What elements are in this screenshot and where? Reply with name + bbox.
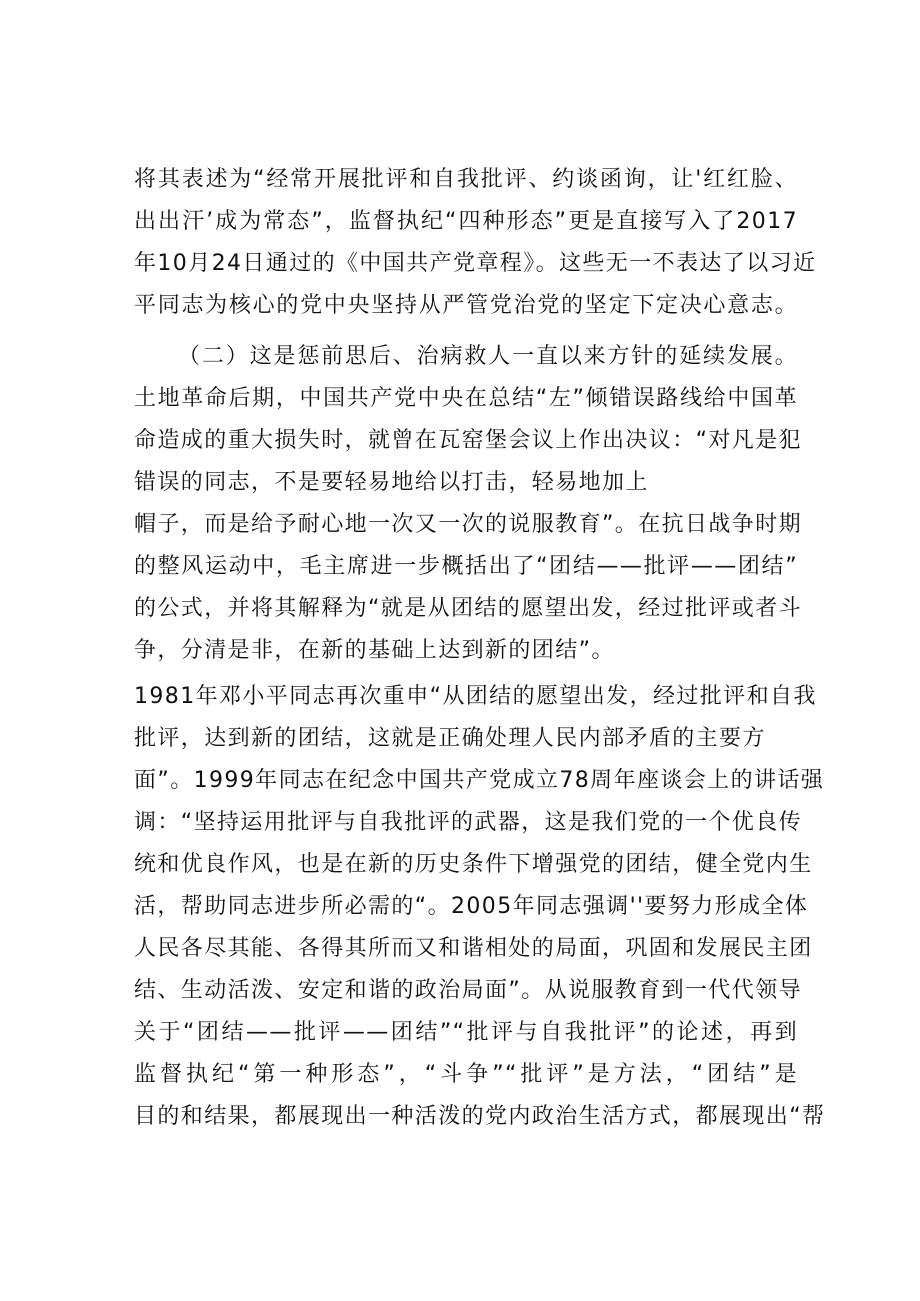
text-line-11: 的公式，并将其解释为“就是从团结的愿望出发，经过批评或者斗 [134, 596, 802, 621]
text-line-7: 命造成的重大损失时，就曾在瓦窑堡会议上作出决议：“对凡是犯 [134, 428, 802, 453]
text-line-8: 错误的同志，不是要轻易地给以打击，轻易地加上 [134, 470, 649, 495]
text-line-13: 1981年邓小平同志再次重申“从团结的愿望出发，经过批评和自我 [134, 684, 817, 709]
text-line-15: 面”。1999年同志在纪念中国共产党成立78周年座谈会上的讲话强 [134, 768, 825, 793]
text-line-2: 出出汗’成为常态”，监督执纪“四种形态”更是直接写入了2017 [134, 209, 798, 234]
text-line-3: 年10月24日通过的《中国共产党章程》。这些无一不表达了以习近 [134, 251, 817, 276]
text-line-6: 土地革命后期，中国共产党中央在总结“左”倾错误路线给中国革 [134, 386, 798, 411]
text-line-16: 调：“坚持运用批评与自我批评的武器，这是我们党的一个优良传 [134, 810, 802, 835]
text-line-9: 帽子，而是给予耐心地一次又一次的说服教育”。在抗日战争时期 [134, 512, 802, 537]
text-line-4: 平同志为核心的党中央坚持从严管党治党的坚定下定决心意志。 [134, 293, 798, 318]
text-line-20: 结、生动活泼、安定和谐的政治局面”。从说服教育到一代代领导 [134, 978, 802, 1003]
text-line-19: 人民各尽其能、各得其所而又和谐相处的局面，巩固和发展民主团 [134, 936, 813, 961]
text-line-10: 的整风运动中，毛主席进一步概括出了“团结——批评——团结” [134, 554, 798, 579]
text-line-1: 将其表述为“经常开展批评和自我批评、约谈函询，让'红红脸、 [134, 167, 798, 192]
text-line-17: 统和优良作风，也是在新的历史条件下增强党的团结，健全党内生 [134, 852, 813, 877]
text-line-12: 争，分清是非，在新的基础上达到新的团结”。 [134, 638, 615, 663]
text-line-21: 关于“团结——批评——团结”“批评与自我批评”的论述，再到 [134, 1020, 798, 1045]
text-line-18: 活，帮助同志进步所必需的“。2005年同志强调''要努力形成全体 [134, 894, 809, 919]
text-line-22: 监督执纪“第一种形态”，“斗争”“批评”是方法，“团结”是 [134, 1062, 798, 1087]
text-line-23: 目的和结果，都展现出一种活泼的党内政治生活方式，都展现出“帮 [134, 1104, 826, 1129]
text-line-14: 批评，达到新的团结，这就是正确处理人民内部矛盾的主要方 [134, 726, 766, 751]
section-heading-line: （二）这是惩前思后、治病救人一直以来方针的延续发展。 [178, 344, 798, 369]
